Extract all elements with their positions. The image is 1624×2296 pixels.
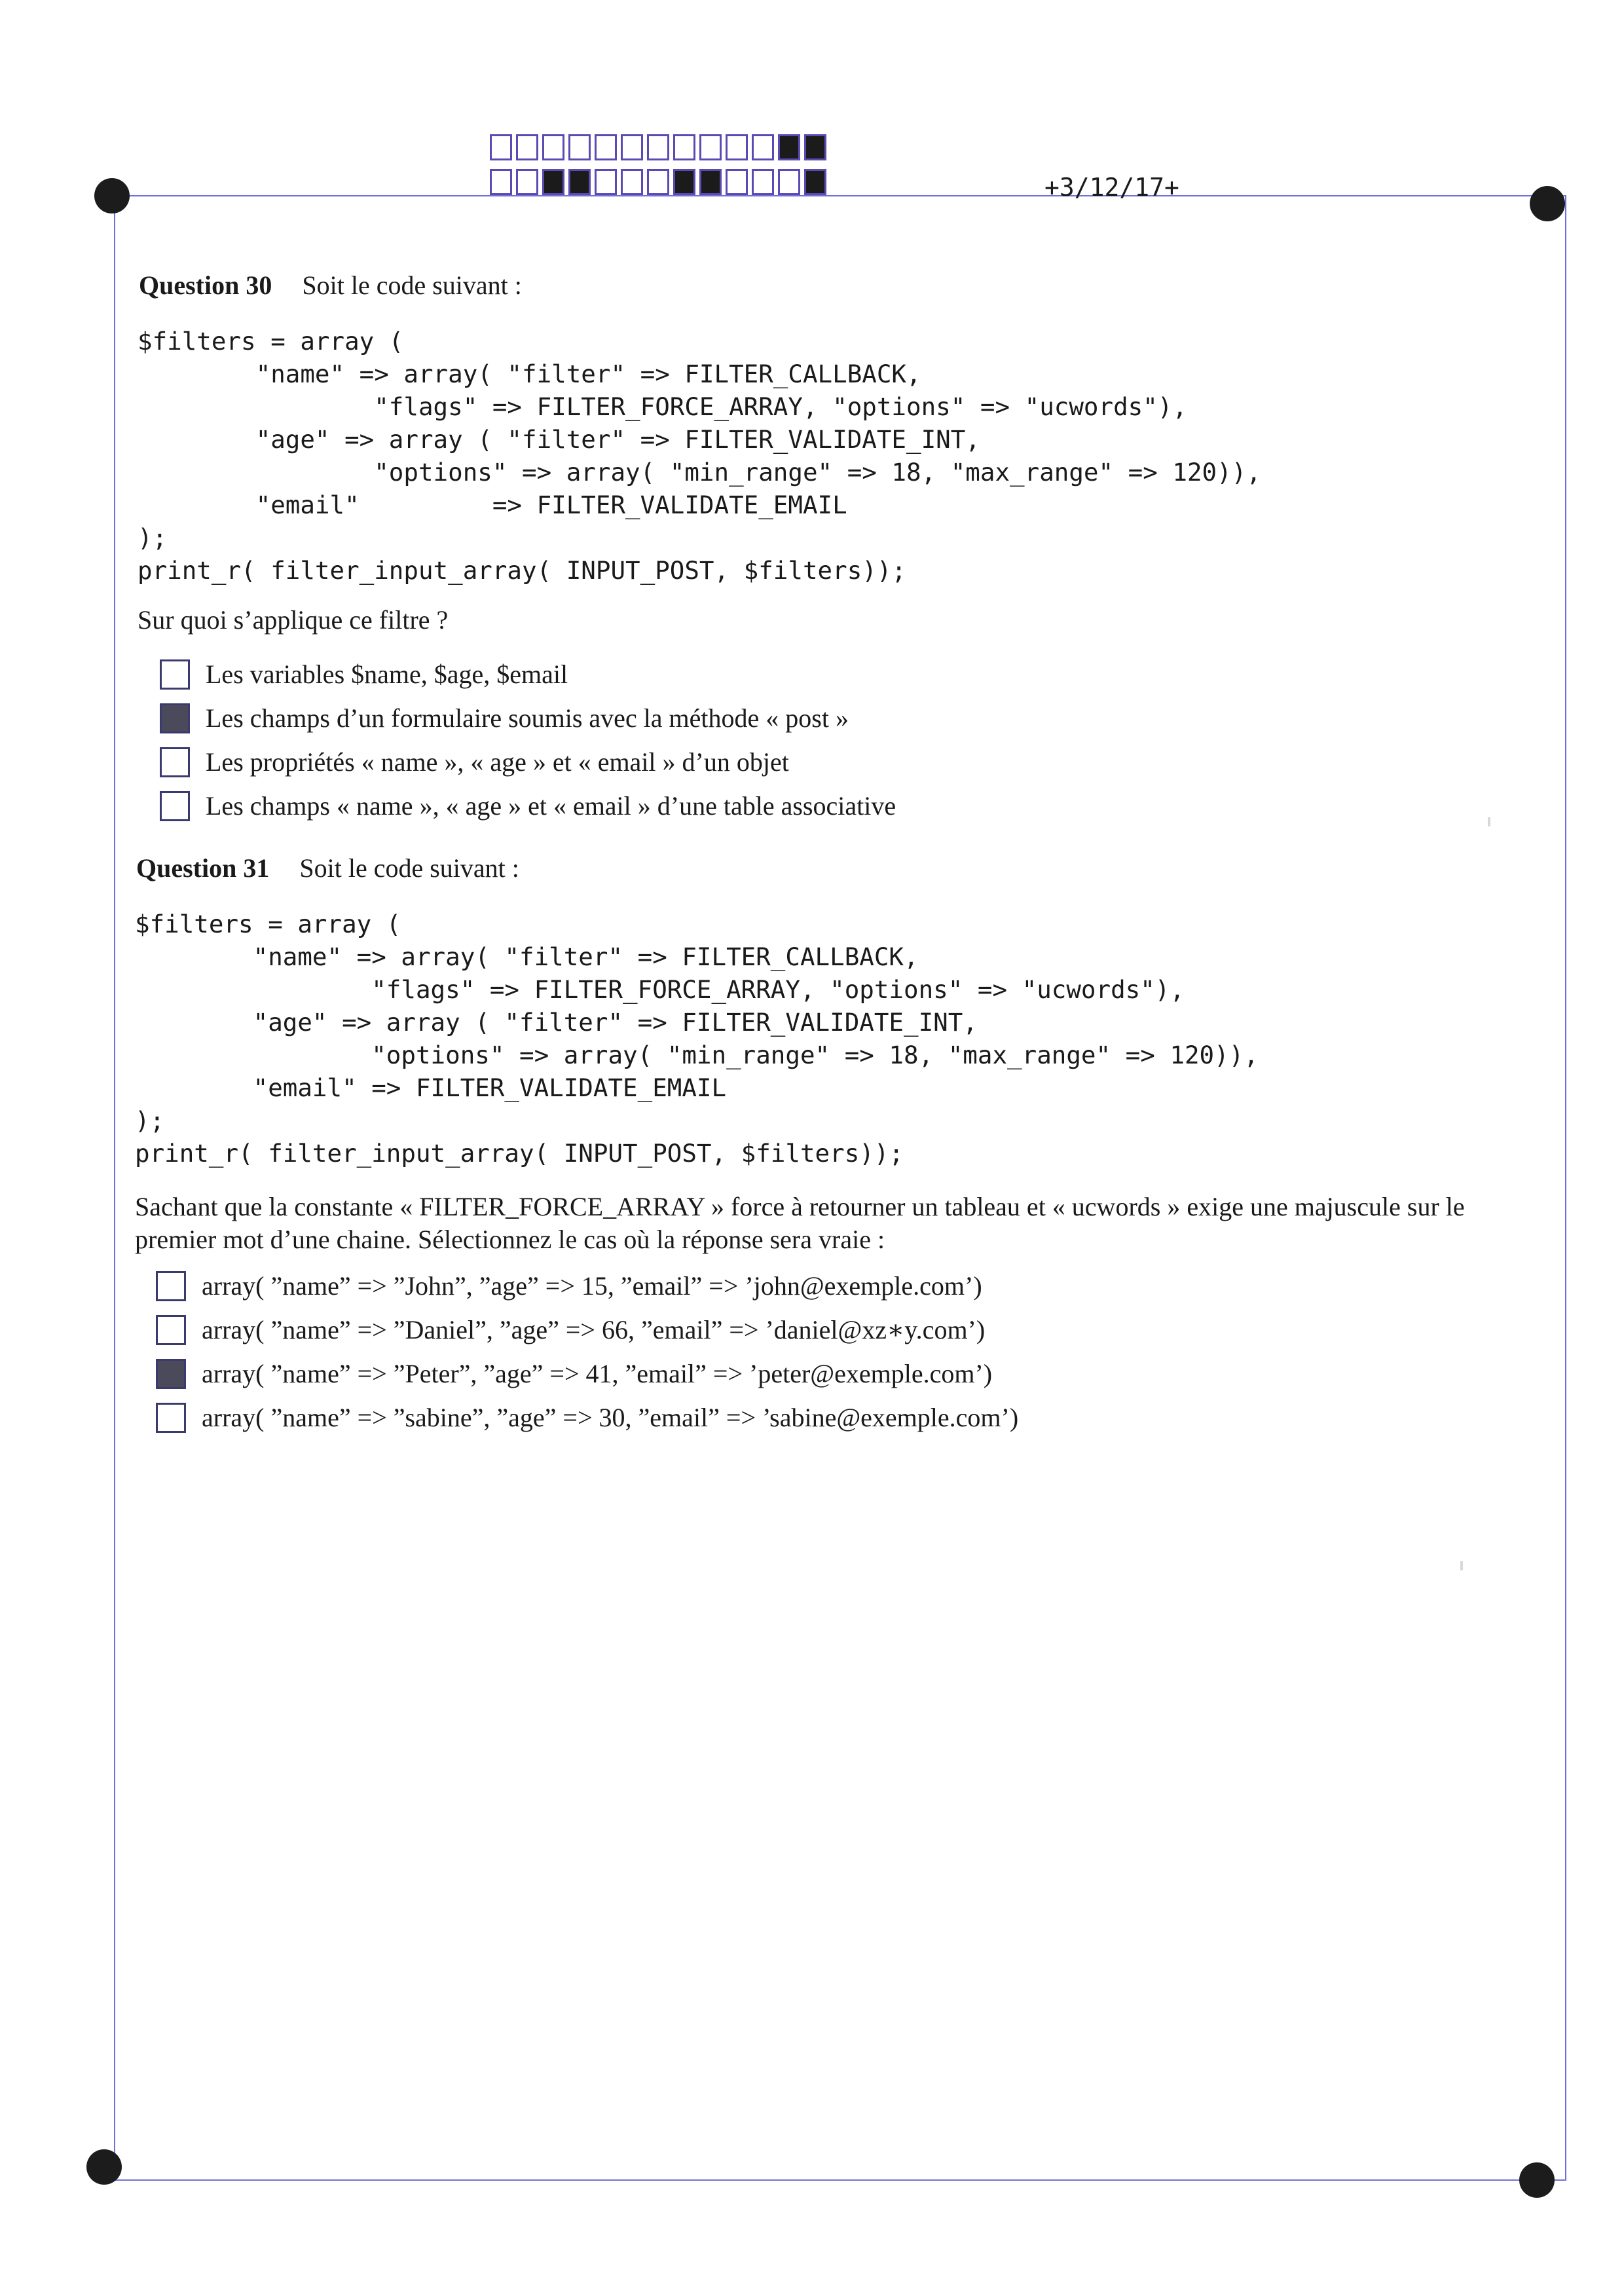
answers-q31 bbox=[156, 1264, 1018, 1439]
barcode-cell bbox=[647, 134, 669, 160]
barcode-cell bbox=[673, 169, 695, 195]
answer-option[interactable] bbox=[160, 652, 896, 696]
barcode-row-1 bbox=[490, 134, 830, 160]
barcode-cell bbox=[804, 134, 826, 160]
barcode-cell bbox=[568, 169, 591, 195]
barcode-cell bbox=[647, 169, 669, 195]
barcode-cell bbox=[673, 134, 695, 160]
barcode-cell bbox=[726, 169, 748, 195]
answer-label: array( ”name” => ”John”, ”age” => 15, ”email” => ’john@exemple.com’) bbox=[202, 1271, 982, 1301]
answer-option[interactable] bbox=[156, 1396, 1018, 1439]
answer-option[interactable] bbox=[160, 784, 896, 828]
barcode-cell bbox=[490, 134, 512, 160]
answer-label: array( ”name” => ”Daniel”, ”age” => 66, ”email” => ’daniel@xz∗y.com’) bbox=[202, 1315, 986, 1344]
barcode-cell bbox=[804, 169, 826, 195]
question-30-title bbox=[139, 270, 522, 301]
question-intro: Soit le code suivant : bbox=[302, 270, 522, 300]
answer-label: Les variables $name, $age, $email bbox=[206, 659, 568, 689]
barcode-cell bbox=[699, 169, 722, 195]
question-number: Question 31 bbox=[136, 853, 270, 883]
corner-mark-bottom-left bbox=[86, 2149, 122, 2185]
question-number: Question 30 bbox=[139, 270, 272, 300]
code-block-q30: $filters = array ( "name" => array( "filter" => FILTER_CALLBACK, "flags" => FILTER_FORCE_ARRAY, "options" => "ucwords"), "age" => array ( "filter" => FILTER_VALIDATE_INT, "options" => array( "min_range" => 18, "max_range" => 120)), "email" => FILTER_VALIDATE_EMAIL ); print_r( filter_input_array( INPUT_POST, $filters)); bbox=[138, 327, 1261, 585]
answer-checkbox[interactable] bbox=[156, 1403, 186, 1433]
corner-mark-top-left bbox=[94, 178, 130, 213]
answer-checkbox[interactable] bbox=[156, 1271, 186, 1301]
barcode-cell bbox=[568, 134, 591, 160]
answers-q30 bbox=[160, 652, 896, 828]
scan-speck bbox=[1488, 817, 1490, 826]
question-30-prompt: Sur quoi s’applique ce filtre ? bbox=[138, 605, 449, 635]
page-id: +3/12/17+ bbox=[1044, 173, 1179, 202]
barcode-cell bbox=[595, 134, 617, 160]
answer-option[interactable] bbox=[156, 1352, 1018, 1396]
corner-mark-bottom-right bbox=[1519, 2162, 1555, 2198]
answer-label: Les propriétés « name », « age » et « email » d’un objet bbox=[206, 747, 789, 777]
answer-label: Les champs « name », « age » et « email » d’une table associative bbox=[206, 791, 896, 821]
answer-option[interactable] bbox=[160, 696, 896, 740]
barcode-row-2 bbox=[490, 169, 830, 195]
question-31-title bbox=[136, 853, 519, 883]
barcode-cell bbox=[595, 169, 617, 195]
answer-checkbox[interactable] bbox=[160, 747, 190, 777]
barcode-cell bbox=[621, 134, 643, 160]
answer-checkbox[interactable] bbox=[160, 703, 190, 733]
answer-checkbox[interactable] bbox=[160, 791, 190, 821]
answer-checkbox[interactable] bbox=[160, 659, 190, 690]
barcode-cell bbox=[490, 169, 512, 195]
barcode-cell bbox=[516, 169, 538, 195]
answer-label: array( ”name” => ”Peter”, ”age” => 41, ”email” => ’peter@exemple.com’) bbox=[202, 1359, 993, 1388]
barcode-cell bbox=[542, 169, 564, 195]
answer-label: array( ”name” => ”sabine”, ”age” => 30, ”email” => ’sabine@exemple.com’) bbox=[202, 1403, 1019, 1432]
answer-checkbox[interactable] bbox=[156, 1359, 186, 1389]
answer-option[interactable] bbox=[156, 1308, 1018, 1352]
barcode-cell bbox=[542, 134, 564, 160]
question-31-prompt: Sachant que la constante « FILTER_FORCE_ARRAY » force à retourner un tableau et « ucwords » exige une majuscule sur le premier mot d’une chaine. Sélectionnez le cas où la réponse sera vraie : bbox=[135, 1192, 1465, 1254]
answer-option[interactable] bbox=[160, 740, 896, 784]
corner-mark-top-right bbox=[1530, 186, 1565, 221]
question-intro: Soit le code suivant : bbox=[299, 853, 519, 883]
barcode-cell bbox=[752, 134, 774, 160]
scan-speck bbox=[1460, 1561, 1463, 1570]
barcode-cell bbox=[778, 134, 800, 160]
barcode-cell bbox=[726, 134, 748, 160]
barcode-cell bbox=[621, 169, 643, 195]
answer-checkbox[interactable] bbox=[156, 1315, 186, 1345]
barcode-cell bbox=[752, 169, 774, 195]
barcode-cell bbox=[778, 169, 800, 195]
barcode-cell bbox=[516, 134, 538, 160]
barcode-cell bbox=[699, 134, 722, 160]
answer-label: Les champs d’un formulaire soumis avec la méthode « post » bbox=[206, 703, 849, 733]
code-block-q31: $filters = array ( "name" => array( "filter" => FILTER_CALLBACK, "flags" => FILTER_FORCE_ARRAY, "options" => "ucwords"), "age" => array ( "filter" => FILTER_VALIDATE_INT, "options" => array( "min_range" => 18, "max_range" => 120)), "email" => FILTER_VALIDATE_EMAIL ); print_r( filter_input_array( INPUT_POST, $filters)); bbox=[135, 910, 1259, 1168]
answer-option[interactable] bbox=[156, 1264, 1018, 1308]
